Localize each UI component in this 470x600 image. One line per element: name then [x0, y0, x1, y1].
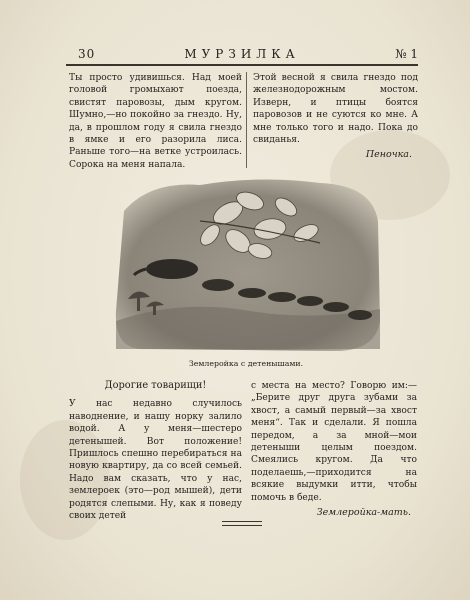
- magazine-title: МУРЗИЛКА: [184, 47, 300, 61]
- letter-one-right-column: [253, 72, 418, 162]
- letter-two-right-column: [251, 380, 417, 519]
- header-rule: [66, 64, 418, 66]
- letter-two-right-text: с места на место? Говорю им:—„Берите друг друга зубами за хвост, а самый первый—за хвост меня“. Так и сделали. Я пошла передом, а за мной—мои детеныши целым поездом. Смеялись кругом. Да что поделаешь,—приходится на всякие выдумки итти, чтобы помочь в беде.: [251, 381, 417, 503]
- column-divider: [246, 72, 247, 168]
- letter-one-left-column: [69, 72, 242, 171]
- letter-two-heading: Дорогие товарищи!: [104, 380, 207, 391]
- letter-one-signature: Пеночка.: [365, 149, 412, 161]
- issue-number: № 1: [395, 47, 418, 61]
- letter-two-left-column: [69, 380, 242, 522]
- letter-two-left-text: У нас недавно случилось наводнение, и нашу норку залило водой. А у меня—шестеро детенышей. Вот положение! Пришлось спешно перебираться на новую квартиру, да со всей семьей. Надо вам сказать, что у нас, землероек (это—род мышей), дети родятся слепыми. Ну, как я поведу своих детей: [69, 399, 242, 522]
- shrew-illustration: [110, 171, 382, 353]
- page-number: 30: [78, 47, 96, 61]
- letter-two-signature: Землеройка-мать.: [316, 507, 411, 519]
- bottom-ornament: [222, 521, 262, 529]
- page-header: [66, 47, 418, 63]
- letter-one-left-text: Ты просто удивишься. Над моей головой громыхают поезда, свистят паровозы, дым кругом. Шумно,—но покойно за гнездо. Ну, да, в прошлом году я свила гнездо в ямке и его разорила лиса. Раньше того—на ветке устроилась. Сорока на меня напала.: [69, 73, 242, 170]
- letter-one-right-text: Этой весной я свила гнездо под железнодорожным мостом. Изверн, и птицы боятся паровозов и не суются ко мне. А мне только того и надо. Пока до свиданья.: [253, 73, 418, 146]
- illustration-caption: Землеройка с детенышами.: [188, 359, 304, 368]
